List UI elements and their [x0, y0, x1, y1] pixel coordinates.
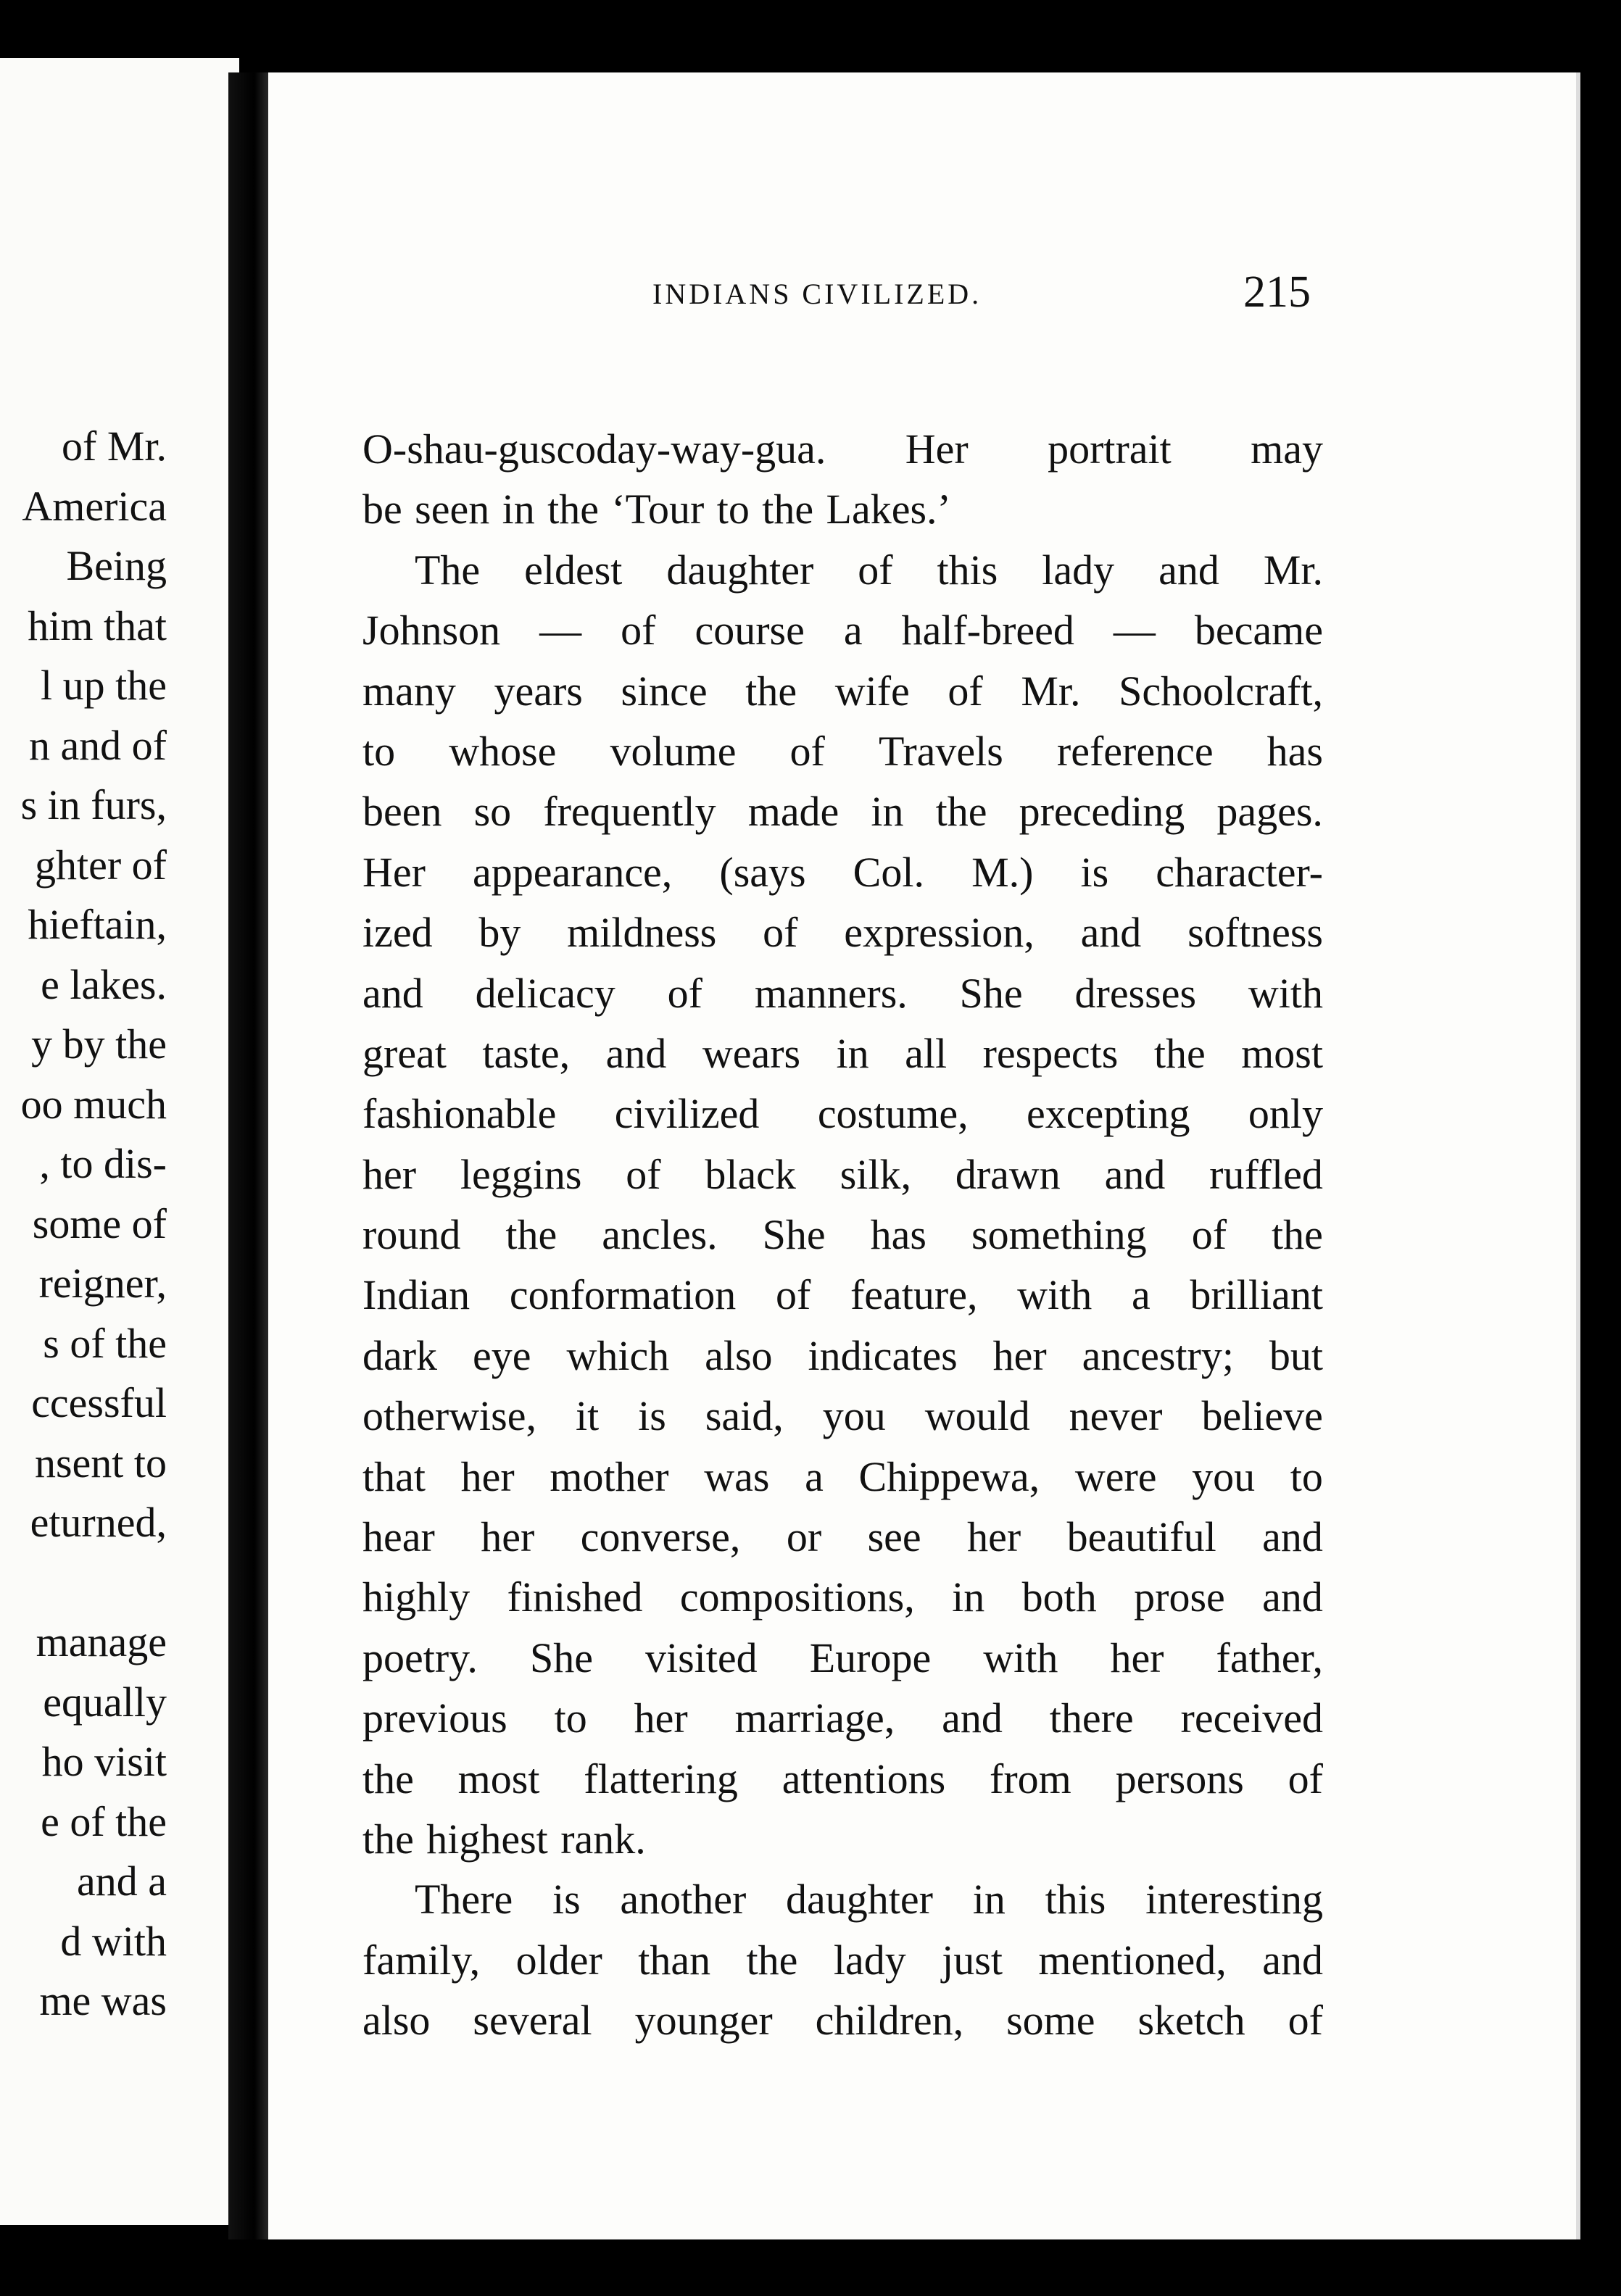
left-page-line: manage	[36, 1618, 167, 1665]
running-head	[268, 267, 1580, 332]
left-page-line: s in furs,	[20, 781, 167, 828]
text-line: many years since the wife of Mr. Schoolcraft,	[362, 667, 1323, 715]
left-page-line: reigner,	[38, 1260, 167, 1307]
left-page-line: and a	[77, 1858, 167, 1905]
text-line: O-shau-guscoday-way-gua. Her portrait may	[362, 425, 1323, 473]
text-line: to whose volume of Travels reference has	[362, 727, 1323, 775]
left-page-line: l up the	[41, 662, 167, 709]
left-page-line: some of	[32, 1199, 167, 1247]
text-line: her leggins of black silk, drawn and ruffled	[362, 1150, 1323, 1198]
text-line: been so frequently made in the preceding pages.	[362, 788, 1323, 836]
left-page-text	[0, 417, 167, 2031]
text-line: highly finished compositions, in both prose and	[362, 1573, 1323, 1621]
left-page-line: equally	[43, 1678, 167, 1726]
left-page-line: s of the	[43, 1319, 167, 1367]
left-facing-page	[0, 58, 239, 2225]
text-line: great taste, and wears in all respects the most	[362, 1029, 1323, 1077]
left-page-line: Being	[66, 542, 167, 589]
left-page-line: nsent to	[34, 1439, 167, 1486]
left-page-line: e of the	[41, 1797, 167, 1845]
left-page-line: eturned,	[30, 1499, 167, 1546]
text-line: otherwise, it is said, you would never believe	[362, 1392, 1323, 1440]
page-number: 215	[1243, 267, 1311, 317]
right-page	[268, 72, 1580, 2239]
text-line: also several younger children, some sketch of	[362, 1997, 1323, 2045]
text-line: hear her converse, or see her beautiful and	[362, 1513, 1323, 1561]
left-page-line: me was	[39, 1977, 167, 2024]
left-page-line: oo much	[20, 1080, 167, 1128]
text-line: dark eye which also indicates her ancestry; but	[362, 1331, 1323, 1379]
left-page-line: America	[22, 482, 167, 530]
left-page-line: ho visit	[41, 1738, 167, 1785]
text-line: ized by mildness of expression, and softness	[362, 909, 1323, 957]
left-page-line: him that	[28, 602, 167, 649]
body-text	[362, 419, 1323, 2051]
text-line: family, older than the lady just mentioned, and	[362, 1936, 1323, 1984]
left-page-line: y by the	[31, 1020, 167, 1068]
text-line: the highest rank.	[362, 1815, 646, 1863]
text-line: Johnson — of course a half-breed — became	[362, 607, 1323, 654]
text-line: that her mother was a Chippewa, were you to	[362, 1452, 1323, 1500]
left-page-line: ghter of	[35, 841, 167, 889]
text-line: The eldest daughter of this lady and Mr.	[415, 546, 1323, 594]
text-line: Indian conformation of feature, with a brilliant	[362, 1271, 1323, 1319]
text-line: previous to her marriage, and there received	[362, 1694, 1323, 1742]
book-gutter	[228, 72, 272, 2239]
running-head-title: INDIANS CIVILIZED.	[652, 278, 982, 310]
text-line: poetry. She visited Europe with her father,	[362, 1634, 1323, 1681]
left-page-line: , to dis-	[39, 1140, 167, 1187]
left-page-line: e lakes.	[41, 960, 167, 1008]
text-line: round the ancles. She has something of the	[362, 1211, 1323, 1259]
left-page-line: of Mr.	[62, 423, 167, 470]
text-line: Her appearance, (says Col. M.) is character-	[362, 848, 1323, 896]
text-line: There is another daughter in this interesting	[415, 1876, 1323, 1923]
text-line: fashionable civilized costume, excepting only	[362, 1090, 1323, 1138]
left-page-line: hieftain,	[28, 901, 167, 948]
left-page-line: ccessful	[31, 1379, 167, 1426]
left-page-line: n and of	[28, 721, 167, 769]
text-line: and delicacy of manners. She dresses with	[362, 969, 1323, 1017]
left-page-line: d with	[60, 1917, 167, 1965]
text-line: the most flattering attentions from persons of	[362, 1755, 1323, 1802]
text-line: be seen in the ‘Tour to the Lakes.’	[362, 486, 951, 533]
